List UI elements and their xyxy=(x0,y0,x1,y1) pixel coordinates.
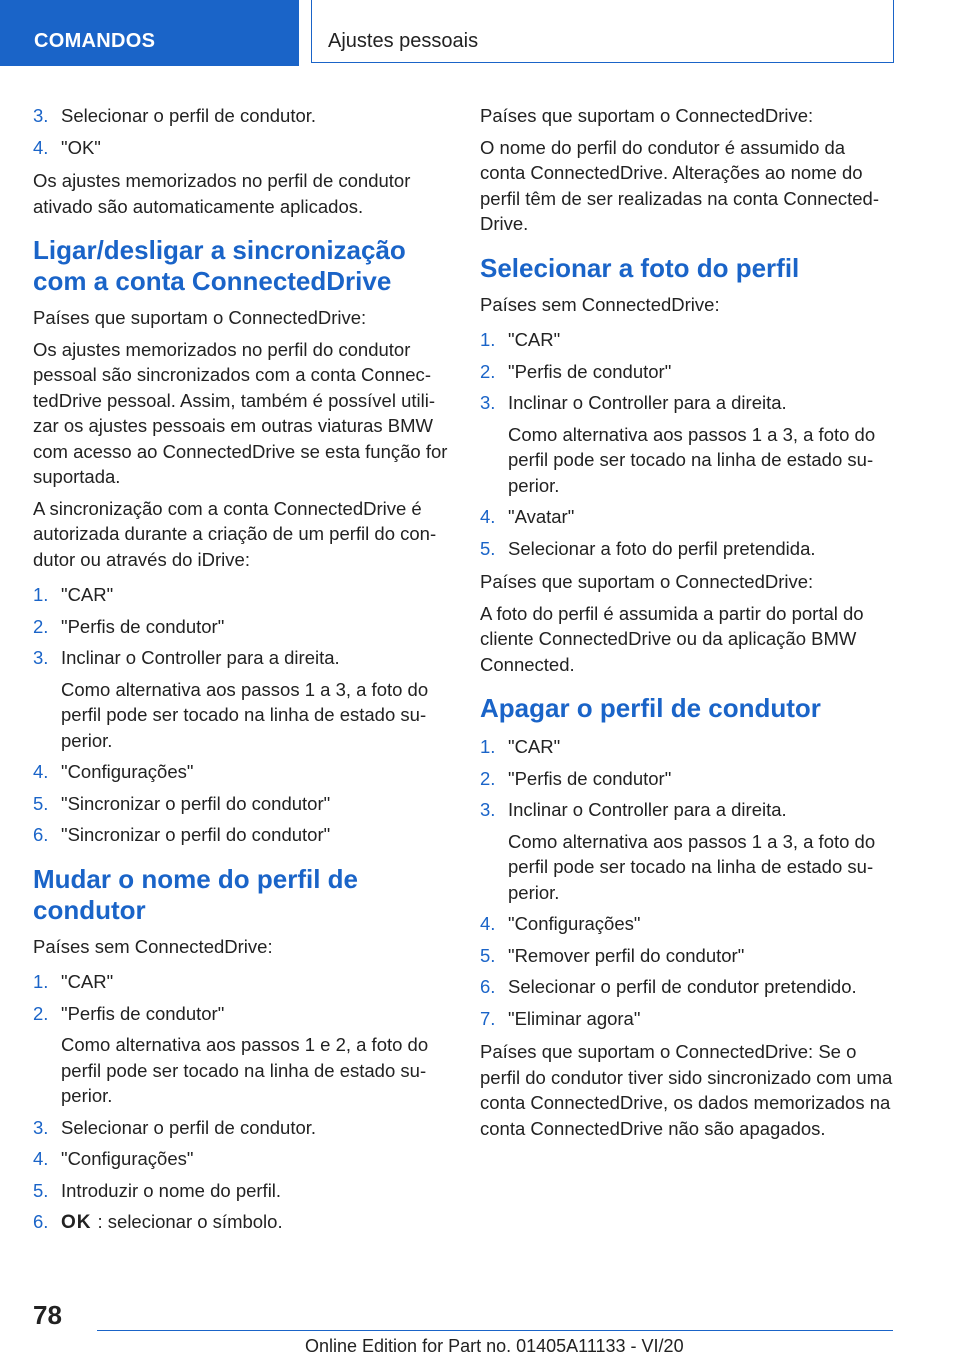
step-text: Selecionar o perfil de condutor. xyxy=(61,105,317,126)
list-item xyxy=(33,103,448,129)
steps-list xyxy=(33,969,448,1026)
step-text: "Perfis de condutor" xyxy=(61,615,225,637)
list-item xyxy=(33,645,448,671)
step-text: Inclinar o Controller para a direita. xyxy=(508,799,787,820)
list-item xyxy=(33,135,448,161)
list-item xyxy=(480,766,895,792)
step-number: 4. xyxy=(33,136,49,158)
paragraph: Países que suportam o ConnectedDrive: xyxy=(33,307,367,328)
list-item xyxy=(33,1146,448,1172)
paragraph: Os ajustes memorizados no perfil do condutor pessoal são sincronizados com a conta ConnectedDrive pessoal. Assim, também é possível utilizar os ajustes pessoais em outras viaturas BMW com acesso ao ConnectedDrive se esta função for suportada. xyxy=(33,338,448,487)
paragraph: A foto do perfil é assumida a partir do portal do cliente ConnectedDrive ou da aplicação BMW Connected. xyxy=(480,602,864,675)
step-text: "Configurações" xyxy=(508,913,641,934)
list-item xyxy=(33,1115,448,1141)
step-text: Selecionar o perfil de condutor pretendido. xyxy=(508,976,857,997)
step-note: Como alternativa aos passos 1 a 3, a foto do perfil pode ser tocado na linha de estado superior. xyxy=(508,830,876,903)
step-number: 2. xyxy=(480,767,496,789)
footer-divider xyxy=(97,1330,893,1331)
list-item xyxy=(480,359,895,385)
step-text: "Perfis de condutor" xyxy=(508,360,672,382)
steps-list xyxy=(480,734,895,823)
paragraph: Países que suportam o ConnectedDrive: Se o perfil do condutor tiver sido sincronizado com uma conta ConnectedDrive, os dados memorizados na conta ConnectedDrive não são apagados. xyxy=(480,1041,893,1139)
step-text: Introduzir o nome do perfil. xyxy=(61,1179,282,1201)
step-note: Como alternativa aos passos 1 a 3, a foto do perfil pode ser tocado na linha de estado superior. xyxy=(508,423,876,496)
ok-icon: OK xyxy=(61,1212,92,1233)
step-number: 5. xyxy=(33,1179,49,1201)
step-note: Como alternativa aos passos 1 e 2, a foto do perfil pode ser tocado na linha de estado superior. xyxy=(61,1034,429,1106)
step-text: "Sincronizar o perfil do condutor" xyxy=(61,792,331,814)
step-number: 1. xyxy=(33,584,49,605)
step-text: Selecionar a foto do perfil pretendida. xyxy=(508,537,816,559)
step-text: "CAR" xyxy=(61,584,114,605)
steps-list xyxy=(480,911,895,1031)
step-number: 4. xyxy=(480,913,496,934)
list-item xyxy=(33,1001,448,1027)
step-text: "Remover perfil do condutor" xyxy=(508,944,745,966)
step-number: 2. xyxy=(33,615,49,637)
list-item xyxy=(480,390,895,416)
list-item xyxy=(480,734,895,760)
footer-edition: Online Edition for Part no. 01405A11133 - VI/20 xyxy=(305,1336,684,1356)
list-item xyxy=(33,1209,448,1236)
chapter-title: Ajustes pessoais xyxy=(328,30,479,52)
paragraph: A sincronização com a conta ConnectedDrive é autorizada durante a criação de um perfil do condutor ou através do iDrive: xyxy=(33,497,437,570)
list-item xyxy=(33,969,448,995)
step-text: "Perfis de condutor" xyxy=(508,767,672,789)
list-item xyxy=(480,504,895,530)
list-item xyxy=(480,327,895,353)
step-number: 1. xyxy=(480,736,496,757)
step-number: 6. xyxy=(480,976,496,997)
step-number: 5. xyxy=(480,537,496,559)
list-item xyxy=(480,1006,895,1032)
step-text: "Sincronizar o perfil do condutor" xyxy=(61,824,331,845)
step-text: Selecionar o perfil de condutor. xyxy=(61,1116,317,1138)
steps-list-last xyxy=(33,1209,448,1236)
step-number: 2. xyxy=(33,1002,49,1024)
step-text: "Eliminar agora" xyxy=(508,1007,641,1029)
chapter-tab xyxy=(311,0,894,63)
step-text: "CAR" xyxy=(508,329,561,350)
list-item xyxy=(480,536,895,562)
heading-delete: Apagar o perfil de condutor xyxy=(480,693,821,723)
left-column xyxy=(33,103,448,1244)
list-item xyxy=(33,582,448,608)
step-text: "Perfis de condutor" xyxy=(61,1002,225,1024)
steps-list xyxy=(480,327,895,416)
paragraph: Países sem ConnectedDrive: xyxy=(480,293,720,315)
paragraph: Países que suportam o ConnectedDrive: xyxy=(480,571,814,592)
paragraph: Países sem ConnectedDrive: xyxy=(33,935,273,957)
heading-rename: Mudar o nome do perfil de condutor xyxy=(33,863,359,925)
paragraph: O nome do perfil do condutor é assumido da conta ConnectedDrive. Alterações ao nome do perfil têm de ser realizadas na conta ConnectedDrive. xyxy=(480,136,880,234)
step-text: "Configurações" xyxy=(61,1148,194,1169)
step-text: "Avatar" xyxy=(508,506,575,527)
step-text: "Configurações" xyxy=(61,761,194,782)
list-item xyxy=(33,822,448,848)
step-text: Inclinar o Controller para a direita. xyxy=(508,392,787,413)
step-number: 3. xyxy=(33,647,49,668)
step-number: 2. xyxy=(480,360,496,382)
step-number: 6. xyxy=(33,824,49,845)
section-label: COMANDOS xyxy=(34,30,156,52)
step-text: "CAR" xyxy=(508,736,561,757)
steps-list xyxy=(33,103,448,160)
step-number: 1. xyxy=(33,971,49,992)
steps-list xyxy=(33,582,448,671)
step-number: 6. xyxy=(33,1211,49,1232)
list-item xyxy=(480,943,895,969)
heading-sync: Ligar/desligar a sincronização com a conta ConnectedDrive xyxy=(33,235,406,296)
steps-list xyxy=(33,759,448,848)
step-number: 5. xyxy=(33,792,49,814)
step-number: 5. xyxy=(480,944,496,966)
step-number: 4. xyxy=(480,506,496,527)
step-text: "OK" xyxy=(61,136,101,158)
step-text: "CAR" xyxy=(61,971,114,992)
list-item xyxy=(33,759,448,785)
step-number: 3. xyxy=(33,105,49,126)
list-item xyxy=(480,974,895,1000)
list-item xyxy=(480,911,895,937)
list-item xyxy=(33,791,448,817)
page-number: 78 xyxy=(33,1300,62,1330)
steps-list xyxy=(33,1115,448,1204)
list-item xyxy=(33,614,448,640)
paragraph: Os ajustes memorizados no perfil de condutor ativado são automaticamente aplicados. xyxy=(33,170,411,217)
right-column xyxy=(480,103,895,1147)
step-number: 3. xyxy=(480,392,496,413)
step-number: 4. xyxy=(33,761,49,782)
step-number: 1. xyxy=(480,329,496,350)
step-text: Inclinar o Controller para a direita. xyxy=(61,647,340,668)
step-text: : selecionar o símbolo. xyxy=(97,1211,283,1232)
list-item xyxy=(33,1178,448,1204)
step-number: 7. xyxy=(480,1007,496,1029)
step-number: 4. xyxy=(33,1148,49,1169)
step-number: 3. xyxy=(33,1116,49,1138)
step-number: 3. xyxy=(480,799,496,820)
step-note: Como alternativa aos passos 1 a 3, a foto do perfil pode ser tocado na linha de estado superior. xyxy=(61,678,429,751)
heading-photo: Selecionar a foto do perfil xyxy=(480,252,800,283)
steps-list xyxy=(480,504,895,561)
paragraph: Países que suportam o ConnectedDrive: xyxy=(480,105,814,126)
list-item xyxy=(480,797,895,823)
page-header xyxy=(0,0,960,66)
section-tab xyxy=(0,0,299,66)
